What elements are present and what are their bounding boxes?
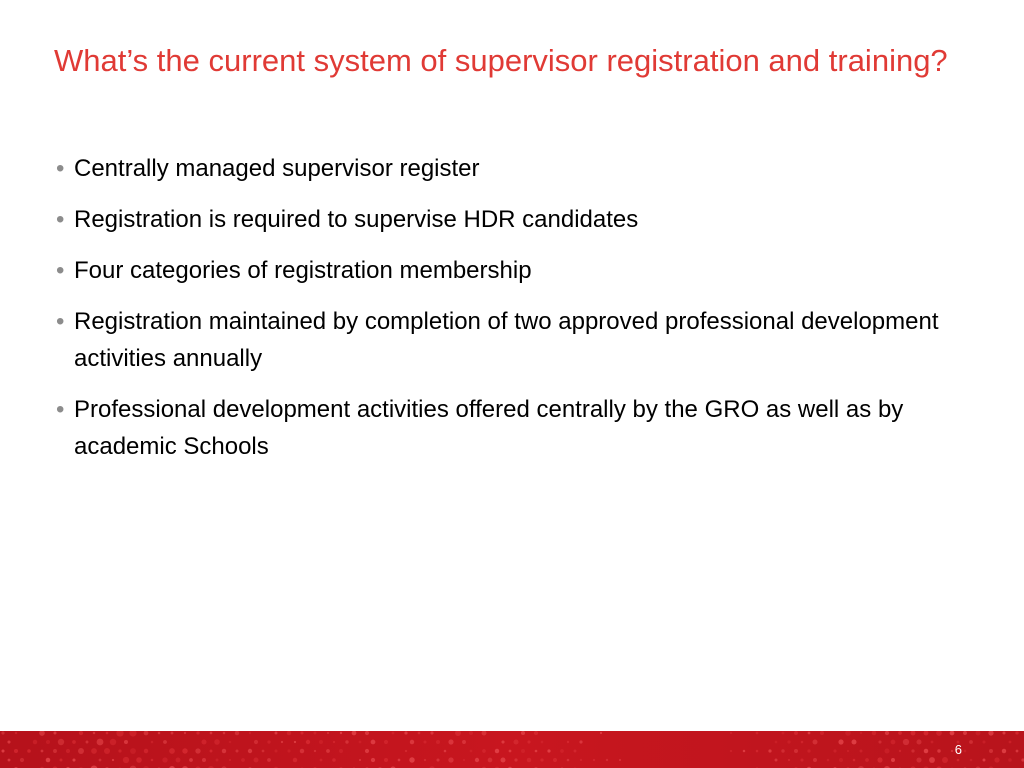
- pattern-dot: [91, 748, 97, 754]
- pattern-dot: [267, 758, 271, 762]
- bullet-dot-icon: •: [56, 206, 65, 233]
- pattern-dot: [158, 732, 161, 735]
- slide-title: What’s the current system of supervisor registration and training?: [54, 43, 948, 78]
- pattern-dot: [300, 731, 303, 734]
- pattern-dot: [106, 732, 109, 735]
- pattern-dot: [8, 759, 11, 762]
- pattern-dot: [994, 757, 999, 762]
- pattern-dot: [463, 759, 465, 761]
- pattern-dot: [189, 758, 193, 762]
- pattern-dot: [891, 758, 895, 762]
- pattern-dot: [210, 750, 213, 753]
- pattern-dot: [332, 758, 336, 762]
- pattern-dot: [223, 732, 226, 735]
- pattern-dot: [541, 741, 544, 744]
- pattern-dot: [1016, 750, 1019, 753]
- pattern-dot: [942, 757, 948, 763]
- pattern-dot: [319, 740, 323, 744]
- pattern-dot: [911, 749, 914, 752]
- pattern-dot: [424, 741, 427, 744]
- pattern-dot: [444, 750, 447, 753]
- pattern-dot: [756, 732, 759, 735]
- pattern-dot: [1002, 749, 1006, 753]
- pattern-dot: [162, 757, 167, 762]
- pattern-dot: [86, 741, 89, 744]
- pattern-dot: [495, 749, 499, 753]
- pattern-dot: [782, 732, 785, 735]
- pattern-dot: [730, 750, 732, 752]
- pattern-dot: [768, 749, 771, 752]
- pattern-dot: [853, 759, 856, 762]
- pattern-dot: [1015, 731, 1018, 734]
- pattern-dot: [241, 758, 245, 762]
- pattern-dot: [951, 750, 953, 752]
- pattern-dot: [235, 749, 238, 752]
- pattern-dot: [475, 758, 479, 762]
- pattern-dot: [884, 748, 889, 753]
- pattern-dot: [838, 739, 843, 744]
- pattern-dot: [482, 731, 487, 735]
- pattern-dot: [97, 739, 104, 746]
- pattern-dot: [254, 758, 259, 763]
- pattern-dot: [534, 731, 538, 735]
- pattern-dot: [409, 757, 414, 762]
- pattern-dot: [1008, 758, 1012, 762]
- pattern-dot: [1003, 732, 1006, 735]
- pattern-dot: [430, 731, 433, 734]
- footer-band: [0, 731, 1024, 768]
- pattern-dot: [46, 758, 51, 763]
- pattern-dot: [202, 758, 206, 762]
- pattern-dot: [72, 758, 75, 761]
- pattern-dot: [860, 732, 862, 734]
- pattern-dot: [195, 748, 200, 753]
- pattern-dot: [872, 731, 877, 735]
- pattern-dot: [281, 741, 283, 743]
- pattern-dot: [352, 731, 357, 735]
- bullet-item: [56, 303, 956, 377]
- pattern-dot: [936, 731, 942, 736]
- pattern-dot: [794, 749, 798, 753]
- bullet-item: [56, 150, 956, 187]
- pattern-dot: [813, 740, 818, 745]
- bullet-item: [56, 391, 956, 465]
- pattern-dot: [405, 750, 407, 752]
- bullet-dot-icon: •: [56, 257, 65, 284]
- pattern-dot: [514, 758, 517, 761]
- pattern-dot: [293, 758, 298, 763]
- pattern-dot: [384, 740, 388, 744]
- pattern-dot: [462, 740, 466, 744]
- pattern-dot: [482, 749, 486, 753]
- pattern-dot: [743, 750, 746, 753]
- pattern-dot: [320, 759, 323, 762]
- pattern-dot: [982, 740, 985, 743]
- pattern-dot: [567, 759, 570, 762]
- pattern-dot: [424, 759, 426, 761]
- pattern-dot: [929, 757, 935, 763]
- pattern-dot: [201, 739, 206, 744]
- pattern-dot: [781, 749, 784, 752]
- pattern-dot: [176, 758, 181, 763]
- pattern-dot: [104, 748, 110, 754]
- pattern-dot: [27, 749, 31, 753]
- pattern-dot: [488, 758, 493, 763]
- pattern-dot: [229, 741, 232, 744]
- pattern-dot: [300, 749, 304, 753]
- pattern-dot: [384, 758, 388, 762]
- pattern-dot: [123, 757, 129, 763]
- pattern-dot: [235, 731, 239, 735]
- pattern-dot: [392, 732, 395, 735]
- bullet-item: [56, 201, 956, 238]
- pattern-dot: [410, 740, 414, 744]
- pattern-dot: [327, 732, 329, 734]
- pattern-dot: [254, 740, 258, 744]
- pattern-dot: [136, 757, 142, 763]
- pattern-dot: [847, 750, 849, 752]
- pattern-dot: [436, 740, 440, 744]
- bullet-dot-icon: •: [56, 155, 65, 182]
- pattern-dot: [144, 731, 149, 735]
- pattern-dot: [436, 758, 439, 761]
- pattern-dot: [448, 757, 453, 762]
- pattern-dot: [521, 749, 525, 753]
- pattern-dot: [72, 740, 76, 744]
- page-number: 6: [954, 742, 962, 757]
- pattern-dot: [66, 749, 70, 753]
- pattern-dot: [60, 759, 63, 762]
- pattern-dot: [865, 758, 869, 762]
- pattern-dot: [820, 731, 824, 735]
- pattern-dot: [878, 740, 881, 743]
- pattern-dot: [911, 731, 916, 735]
- pattern-dot: [924, 731, 929, 735]
- pattern-dot: [917, 740, 922, 745]
- bullet-item: [56, 252, 956, 289]
- pattern-dot: [275, 732, 278, 735]
- pattern-dot: [899, 750, 901, 752]
- pattern-dot: [807, 749, 810, 752]
- pattern-dot: [964, 750, 967, 753]
- pattern-dot: [470, 750, 473, 753]
- pattern-dot: [756, 750, 759, 753]
- pattern-dot: [891, 740, 896, 745]
- pattern-dot: [339, 749, 343, 753]
- pattern-dot: [169, 748, 175, 754]
- pattern-dot: [110, 739, 116, 745]
- bullet-text: Registration is required to supervise HDR candidates: [74, 206, 639, 233]
- pattern-dot: [833, 749, 836, 752]
- pattern-dot: [359, 741, 362, 744]
- pattern-dot: [1, 749, 4, 752]
- pattern-dot: [294, 741, 296, 743]
- pattern-dot: [116, 731, 123, 737]
- pattern-dot: [469, 731, 473, 735]
- pattern-dot: [963, 731, 967, 735]
- pattern-dot: [851, 739, 856, 744]
- pattern-dot: [222, 749, 226, 753]
- pattern-dot: [455, 731, 461, 736]
- pattern-dot: [794, 731, 798, 735]
- pattern-dot: [924, 749, 929, 754]
- pattern-dot: [903, 739, 909, 745]
- pattern-dot: [151, 741, 154, 744]
- pattern-dot: [983, 759, 986, 762]
- bullet-dot-icon: •: [56, 308, 65, 335]
- bullet-text: Four categories of registration membership: [74, 257, 532, 284]
- pattern-dot: [118, 749, 121, 752]
- pattern-dot: [333, 741, 335, 743]
- pattern-dot: [306, 740, 310, 744]
- pattern-dot: [877, 757, 882, 762]
- pattern-dot: [210, 732, 213, 735]
- pattern-dot: [359, 759, 361, 761]
- pattern-dot: [931, 741, 934, 744]
- pattern-dot: [46, 740, 50, 744]
- pattern-dot: [39, 731, 45, 736]
- pattern-dot: [788, 759, 790, 761]
- pattern-dot: [775, 741, 778, 744]
- pattern-dot: [970, 759, 973, 762]
- pattern-dot: [827, 759, 830, 762]
- pattern-dot: [513, 739, 518, 744]
- pattern-dot: [14, 749, 18, 753]
- pattern-dot: [214, 739, 220, 745]
- pattern-dot: [527, 758, 532, 763]
- pattern-dot: [365, 749, 369, 753]
- pattern-dot: [574, 750, 577, 753]
- pattern-dot: [287, 731, 291, 735]
- pattern-dot: [7, 740, 10, 743]
- dot-pattern-decoration: [0, 731, 1024, 768]
- pattern-dot: [229, 759, 231, 761]
- pattern-dot: [314, 750, 316, 752]
- pattern-dot: [20, 758, 24, 762]
- bullet-text: Registration maintained by completion of two approved professional development activities annually: [74, 308, 939, 372]
- pattern-dot: [527, 740, 530, 743]
- pattern-dot: [275, 750, 278, 753]
- pattern-dot: [78, 748, 84, 754]
- pattern-dot: [398, 759, 401, 762]
- pattern-dot: [957, 759, 960, 762]
- pattern-dot: [129, 731, 136, 737]
- pattern-dot: [808, 732, 811, 735]
- pattern-dot: [151, 759, 154, 762]
- pattern-dot: [540, 758, 543, 761]
- pattern-dot: [775, 759, 778, 762]
- bullet-list: [56, 150, 956, 479]
- pattern-dot: [580, 759, 582, 761]
- pattern-dot: [163, 740, 167, 744]
- pattern-dot: [41, 750, 44, 753]
- pattern-dot: [418, 732, 421, 735]
- pattern-dot: [448, 739, 453, 744]
- pattern-dot: [33, 740, 37, 744]
- pattern-dot: [93, 732, 96, 735]
- pattern-dot: [898, 731, 902, 735]
- pattern-dot: [262, 750, 265, 753]
- pattern-dot: [839, 758, 843, 762]
- pattern-dot: [619, 759, 621, 761]
- pattern-dot: [950, 731, 955, 735]
- pattern-dot: [801, 741, 804, 744]
- bullet-dot-icon: •: [56, 396, 65, 423]
- pattern-dot: [144, 749, 148, 753]
- pattern-dot: [579, 740, 582, 743]
- pattern-dot: [196, 731, 199, 734]
- pattern-dot: [371, 740, 376, 745]
- pattern-dot: [248, 749, 252, 753]
- pattern-dot: [58, 739, 64, 745]
- pattern-dot: [249, 732, 251, 734]
- pattern-dot: [988, 731, 993, 736]
- pattern-dot: [124, 740, 128, 744]
- pattern-dot: [1, 731, 4, 734]
- pattern-dot: [216, 759, 219, 762]
- pattern-dot: [593, 759, 595, 761]
- pattern-dot: [53, 731, 56, 734]
- pattern-dot: [345, 740, 348, 743]
- pattern-dot: [560, 749, 564, 753]
- pattern-dot: [500, 757, 505, 762]
- pattern-dot: [15, 732, 18, 735]
- pattern-dot: [845, 731, 851, 736]
- pattern-dot: [600, 732, 602, 734]
- pattern-dot: [130, 748, 136, 754]
- pattern-dot: [606, 759, 608, 761]
- pattern-dot: [371, 758, 375, 762]
- pattern-dot: [1009, 741, 1012, 744]
- pattern-dot: [787, 740, 790, 743]
- pattern-dot: [287, 749, 290, 752]
- pattern-dot: [976, 731, 981, 735]
- pattern-dot: [314, 732, 317, 735]
- pattern-dot: [267, 740, 270, 743]
- pattern-dot: [885, 731, 889, 735]
- pattern-dot: [340, 732, 342, 734]
- pattern-dot: [99, 759, 102, 762]
- pattern-dot: [184, 732, 186, 734]
- pattern-dot: [535, 750, 538, 753]
- pattern-dot: [171, 732, 174, 735]
- pattern-dot: [501, 740, 504, 743]
- pattern-dot: [404, 731, 407, 734]
- pattern-dot: [937, 749, 940, 752]
- pattern-dot: [916, 757, 921, 762]
- pattern-dot: [112, 759, 114, 761]
- pattern-dot: [860, 750, 863, 753]
- pattern-dot: [800, 758, 803, 761]
- pattern-dot: [521, 731, 525, 735]
- bullet-text: Professional development activities offered centrally by the GRO as well as by academic Schools: [74, 396, 904, 460]
- pattern-dot: [509, 750, 512, 753]
- pattern-dot: [53, 749, 57, 753]
- pattern-dot: [553, 758, 557, 762]
- pattern-dot: [989, 749, 993, 753]
- pattern-dot: [79, 731, 83, 735]
- pattern-dot: [547, 749, 550, 752]
- pattern-dot: [730, 732, 732, 734]
- pattern-dot: [326, 749, 330, 753]
- pattern-dot: [182, 748, 187, 753]
- pattern-dot: [813, 758, 817, 762]
- bullet-text: Centrally managed supervisor register: [74, 155, 480, 182]
- pattern-dot: [365, 731, 369, 735]
- pattern-dot: [969, 740, 973, 744]
- pattern-dot: [567, 741, 569, 743]
